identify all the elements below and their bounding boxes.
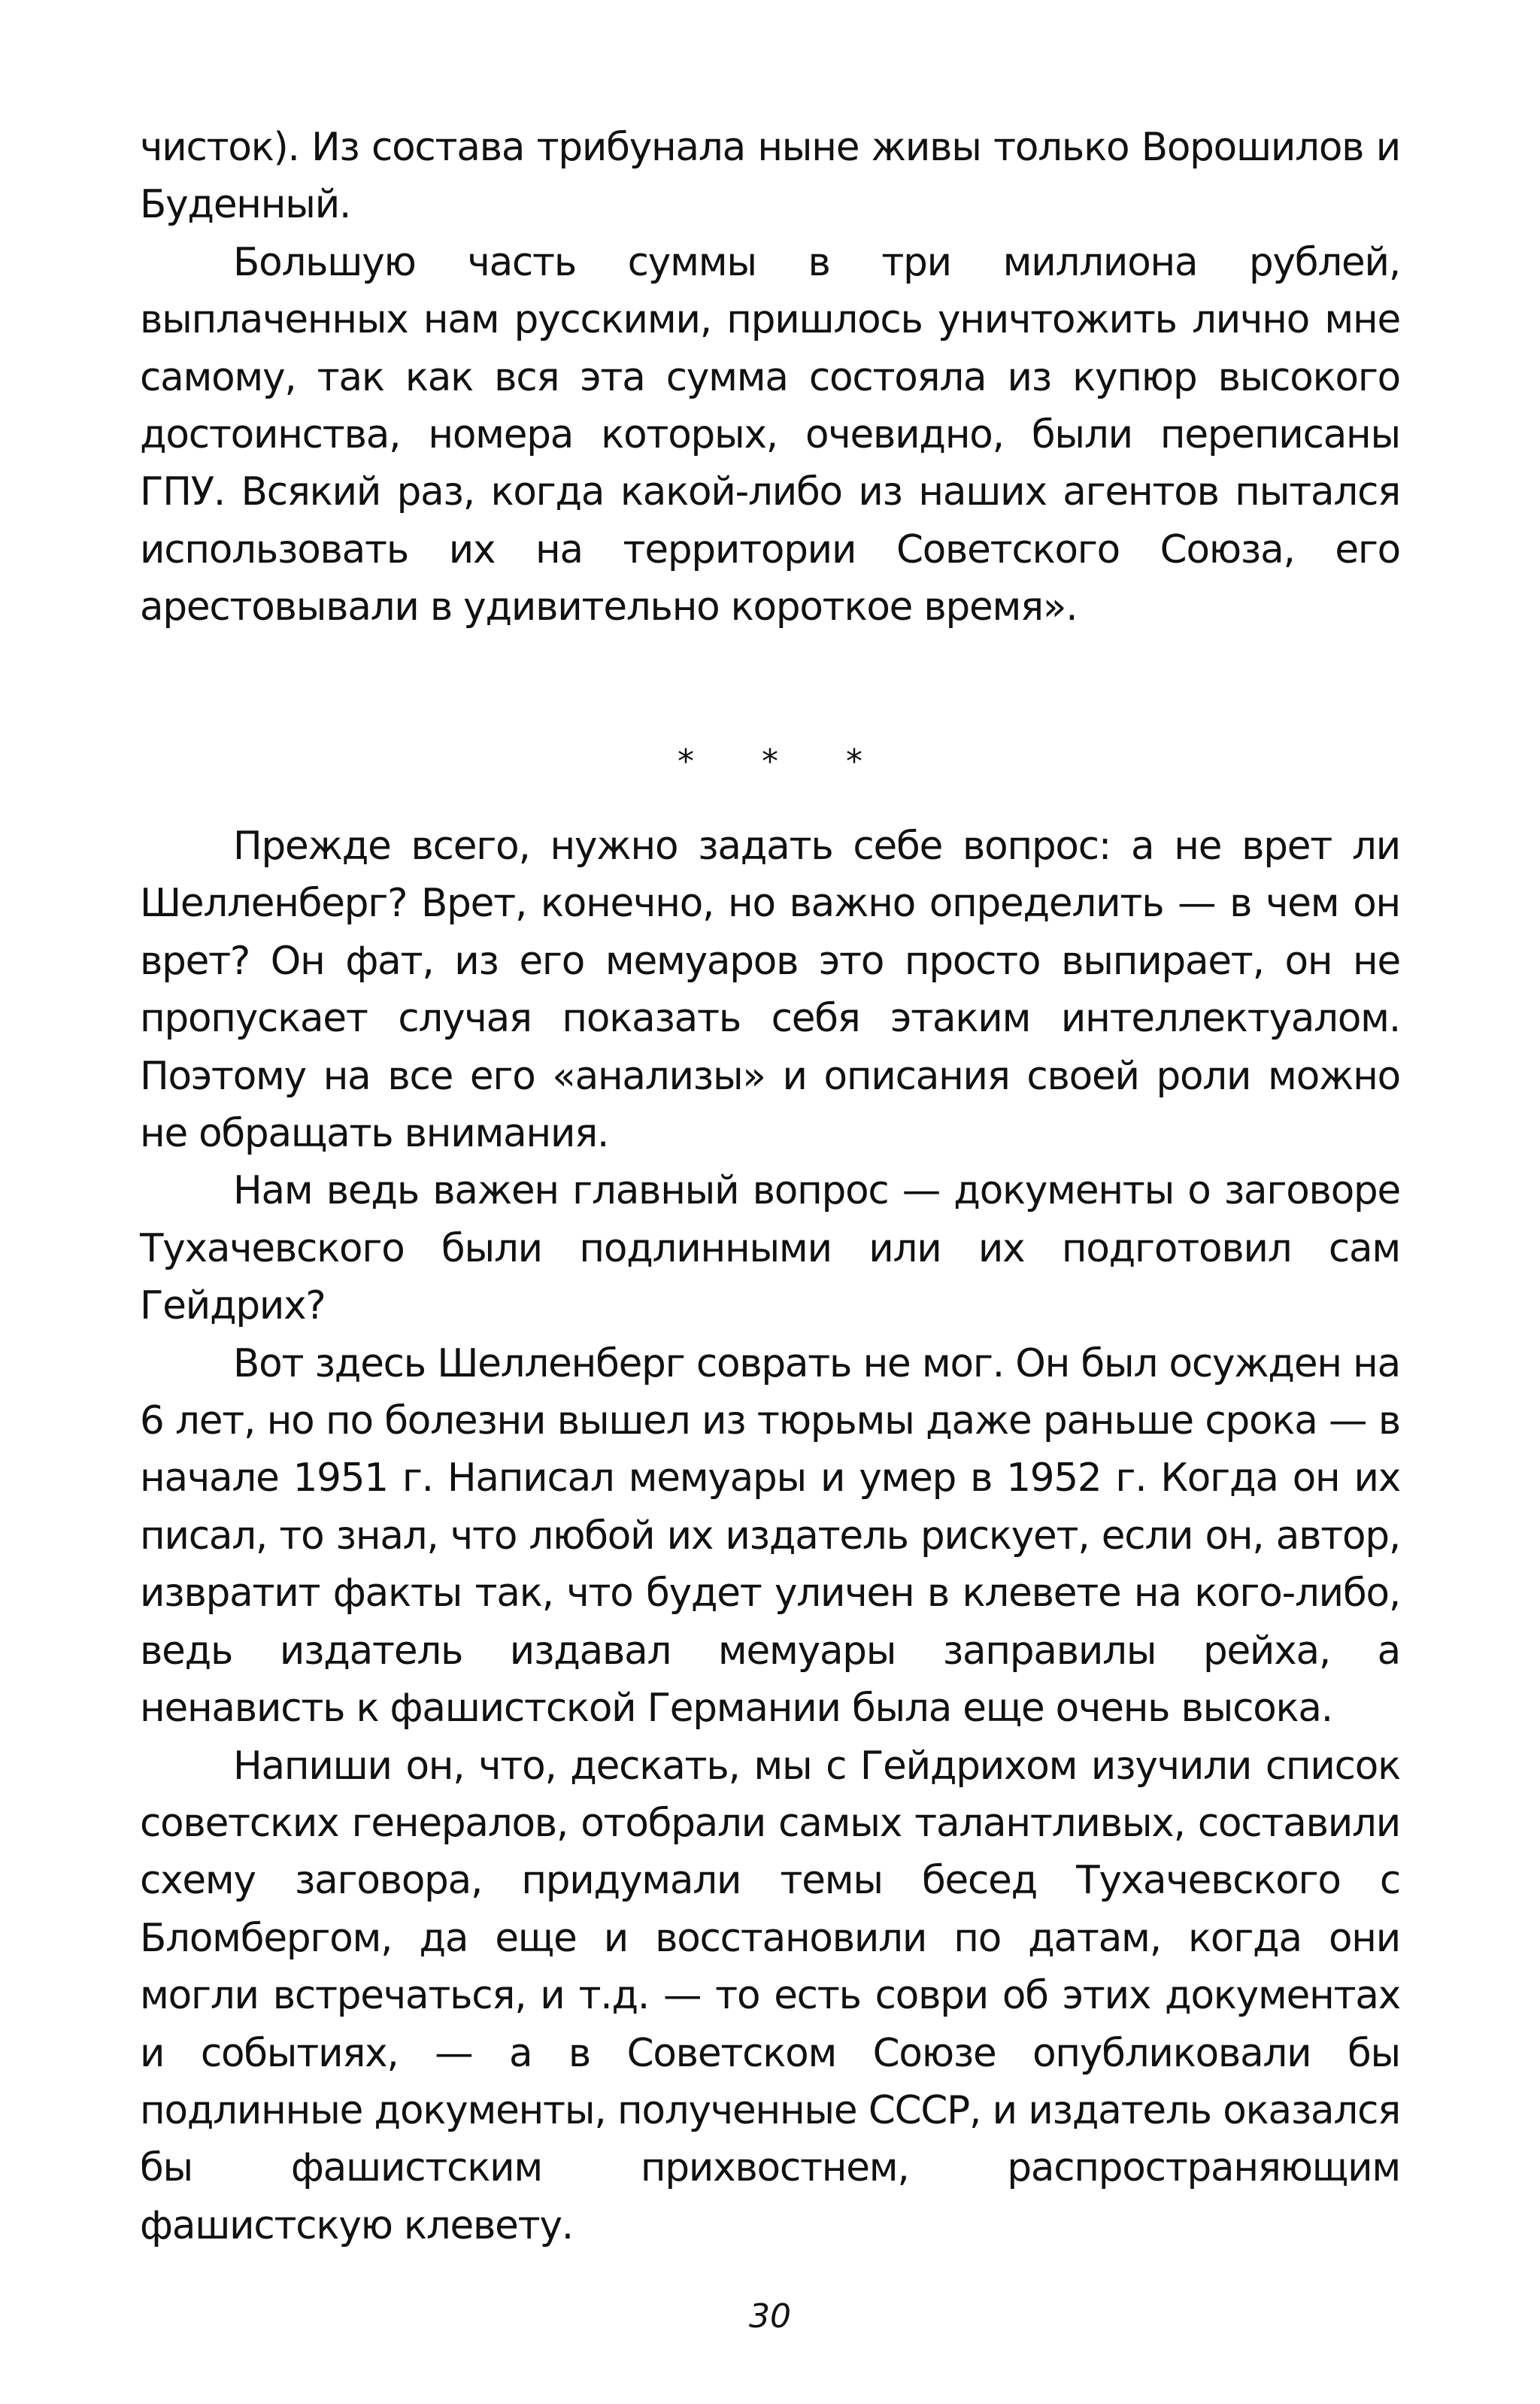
paragraph: Большую часть суммы в три миллиона рублей, выплаченных нам русскими, пришлось уничтожить лично мне самому, так как вся эта сумма состояла из купюр высокого достоинства, номера которых, очевидно, были переписаны ГПУ. Всякий раз, когда какой-либо из наших агентов пытался использовать их на территории Советского Союза, его арестовывали в удивительно короткое время».: [140, 239, 1400, 630]
page-number: 30: [749, 2297, 791, 2336]
paragraph: Прежде всего, нужно задать себе вопрос: а не врет ли Шелленберг? Врет, конечно, но важно определить — в чем он врет? Он фат, из его мемуаров это просто выпирает, он не пропускает случая показать себя этаким интеллектуалом. Поэтому на все его «анализы» и описания своей роли можно не обращать внимания.: [140, 824, 1400, 1157]
text-block-top: [140, 119, 1400, 636]
text-block-bottom: [140, 818, 1400, 2254]
paragraph: Нам ведь важен главный вопрос — документы о заговоре Тухачевского были подлинными или их подготовил сам Гейдрих?: [140, 1168, 1400, 1329]
paragraph: Напиши он, что, дескать, мы с Гейдрихом изучили список советских генералов, отобрали самых талантливых, составили схему заговора, придумали темы бесед Тухачевского с Бломбергом, да еще и восстановили по датам, когда они могли встречаться, и т.д. — то есть соври об этих документах и событиях, — а в Советском Союзе опубликовали бы подлинные документы, полученные СССР, и издатель оказался бы фашистским прихвостнем, распространяющим фашистскую клевету.: [140, 1743, 1400, 2248]
paragraph-continuation: чисток). Из состава трибунала ныне живы только Ворошилов и Буденный.: [140, 125, 1400, 228]
paragraph: Вот здесь Шелленберг соврать не мог. Он был осужден на 6 лет, но по болезни вышел из тюрьмы даже раньше срока — в начале 1951 г. Написал мемуары и умер в 1952 г. Когда он их писал, то знал, что любой их издатель рискует, если он, автор, извратит факты так, что будет уличен в клевете на кого-либо, ведь издатель издавал мемуары заправилы рейха, а ненависть к фашистской Германии была еще очень высока.: [140, 1340, 1400, 1732]
section-separator: * * *: [678, 742, 891, 781]
